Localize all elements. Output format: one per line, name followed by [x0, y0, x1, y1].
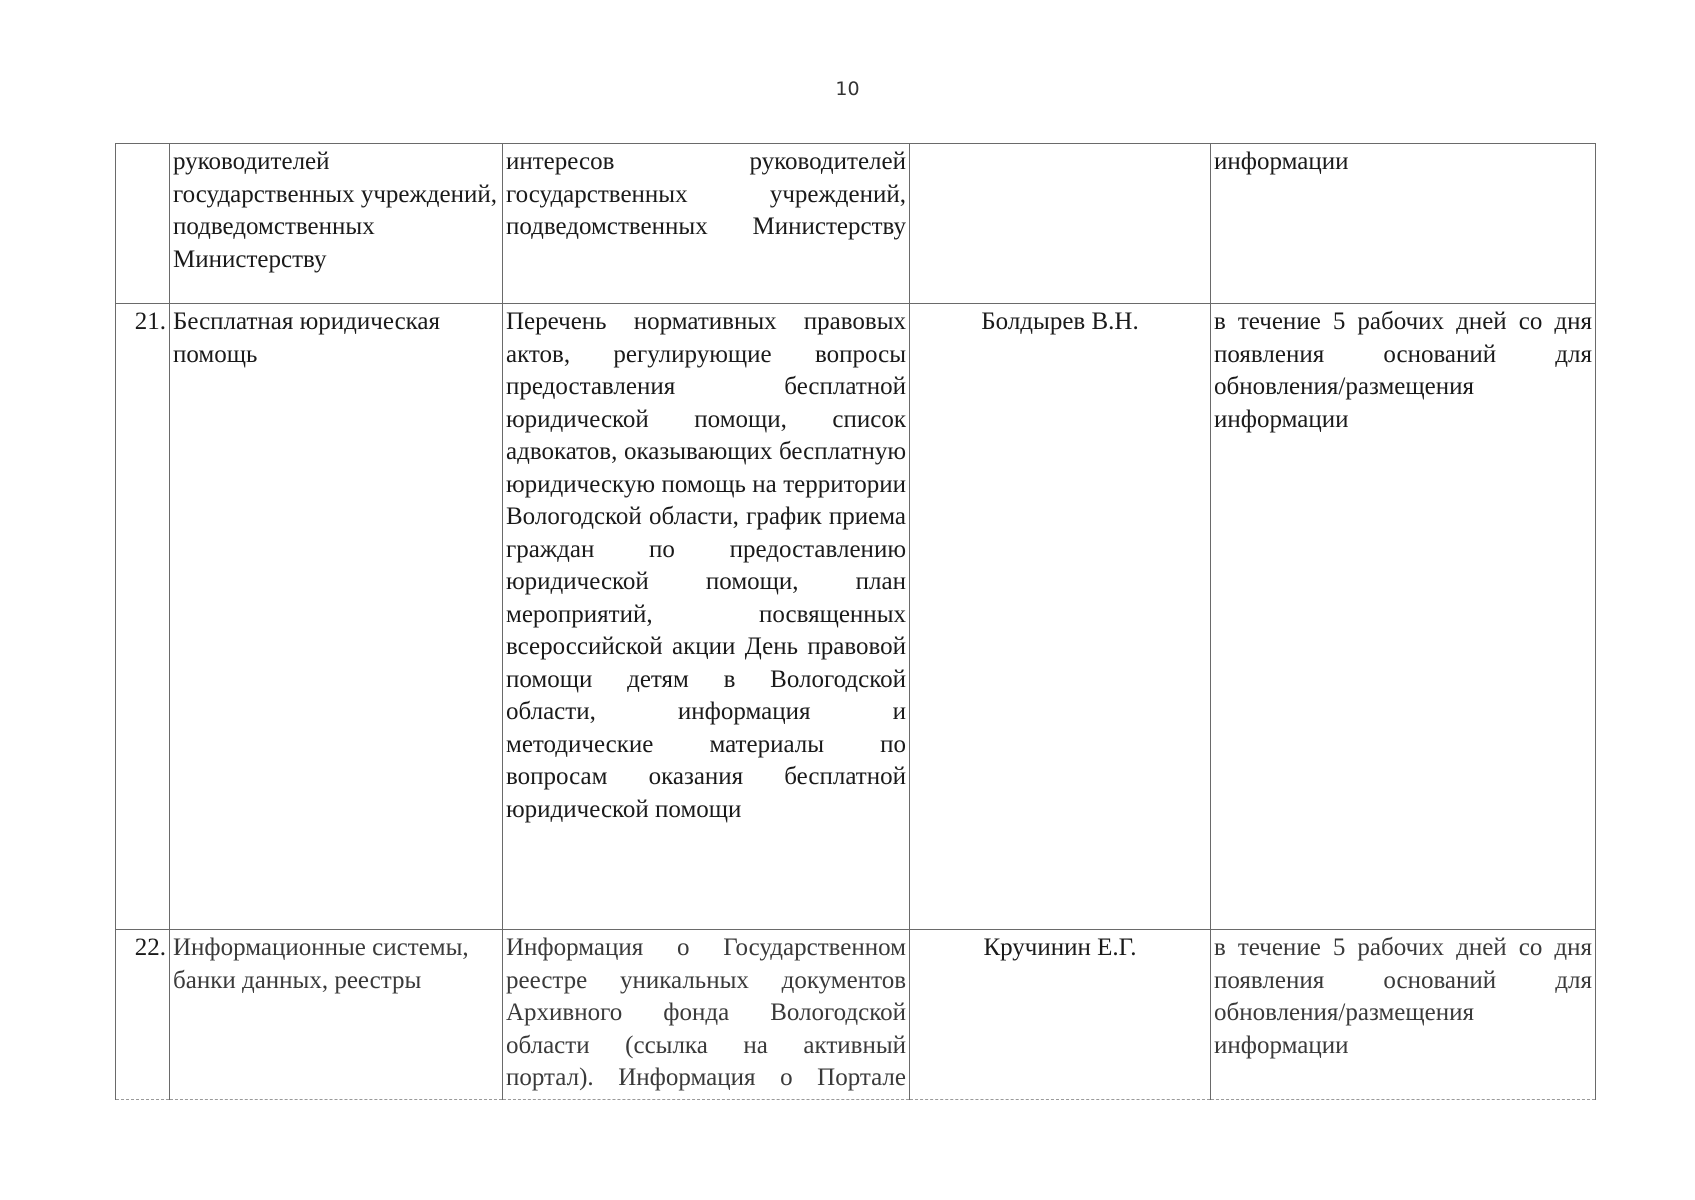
row-number	[116, 144, 170, 304]
document-table	[115, 143, 1596, 1100]
section-content: Перечень нормативных правовых актов, регулирующие вопросы предоставления бесплатной юридической помощи, список адвокатов, оказывающих бесплатную юридическую помощь на территории Вологодской области, график приема граждан по предоставлению юридической помощи, план мероприятий, посвященных всероссийской акции День правовой помощи детям в Вологодской области, информация и методические материалы по вопросам оказания бесплатной юридической помощи	[503, 304, 910, 930]
update-term: в течение 5 рабочих дней со дня появления оснований для обновления/размещения информации	[1211, 304, 1596, 930]
responsible-person: Кручинин Е.Г.	[910, 930, 1211, 1100]
row-number: 21.	[116, 304, 170, 930]
section-content: Информация о Государственном реестре уникальных документов Архивного фонда Вологодской области (ссылка на активный портал). Информация о Портале	[503, 930, 910, 1100]
update-term: информации	[1211, 144, 1596, 304]
responsible-person: Болдырев В.Н.	[910, 304, 1211, 930]
page-number: 10	[835, 78, 860, 100]
table-row	[116, 144, 1596, 304]
section-name: Информационные системы, банки данных, реестры	[170, 930, 503, 1100]
table-row	[116, 930, 1596, 1100]
section-name: Бесплатная юридическая помощь	[170, 304, 503, 930]
update-term: в течение 5 рабочих дней со дня появления оснований для обновления/размещения информации	[1211, 930, 1596, 1100]
section-content: интересов руководителей государственных учреждений, подведомственных Министерству	[503, 144, 910, 304]
row-number: 22.	[116, 930, 170, 1100]
table-row	[116, 304, 1596, 930]
section-name: руководителей государственных учреждений, подведомственных Министерству	[170, 144, 503, 304]
responsible-person	[910, 144, 1211, 304]
